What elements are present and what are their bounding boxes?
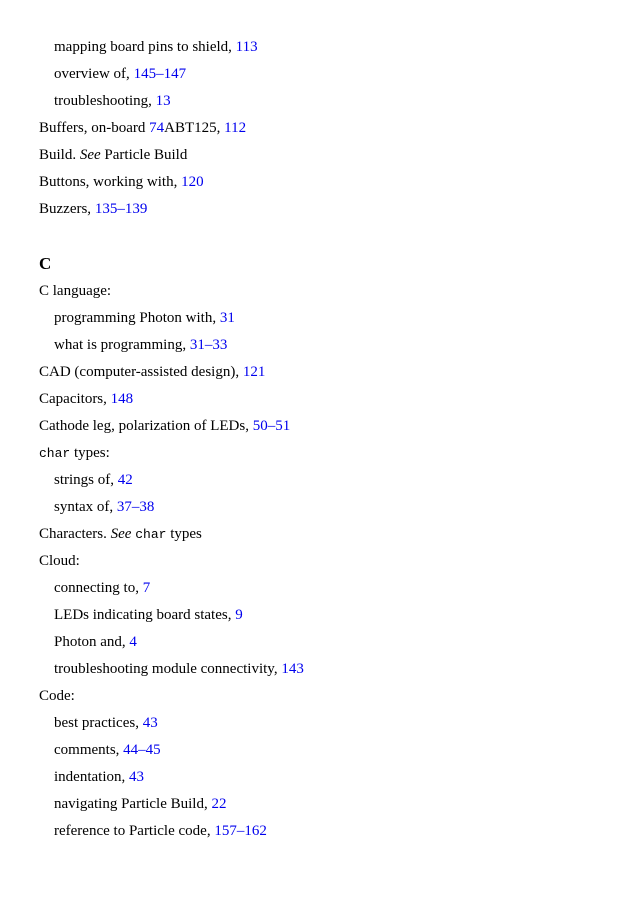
index-subentry [39,602,619,629]
index-entry [39,413,619,440]
entry-text: programming Photon with, [54,310,220,326]
entry-text: types: [70,445,110,461]
index-subentry [39,305,619,332]
page-number-link[interactable]: 112 [224,120,247,136]
page-number-link[interactable]: 7 [142,580,151,596]
entry-text: Capacitors, [39,391,111,407]
entry-text: Characters. [39,526,111,542]
page-number-link[interactable]: 13 [155,93,171,109]
entry-text: overview of, [54,66,134,82]
page-number-link[interactable]: 113 [235,39,258,55]
index-entry [39,521,619,548]
index-subentry [39,710,619,737]
entry-text: syntax of, [54,499,117,515]
index-entry [39,548,619,575]
page-number-link[interactable]: 4 [129,634,137,650]
index-entry [39,683,619,710]
page-number-link[interactable]: 157–162 [214,823,267,839]
page-number-link[interactable]: 145–147 [133,66,187,82]
index-subentry [39,467,619,494]
entry-text: Buttons, working with, [39,174,182,190]
page-number-link[interactable]: 37–38 [116,499,155,515]
index-entry [39,196,619,223]
entry-text: Build. [39,147,80,163]
entry-text: Particle Build [100,147,188,163]
entry-text: comments, [54,742,124,758]
entry-text: indentation, [54,769,129,785]
page-number-link[interactable]: 43 [142,715,158,731]
entry-text: connecting to, [54,580,143,596]
entry-text: Buzzers, [39,201,95,217]
entry-text: navigating Particle Build, [54,796,212,812]
index-subentry [39,791,619,818]
page-number-link[interactable]: 143 [281,661,304,677]
index-entry [39,359,619,386]
entry-text: Cathode leg, polarization of LEDs, [39,418,253,434]
index-subentry [39,737,619,764]
entry-text: LEDs indicating board states, [54,607,236,623]
index-subentry [39,34,619,61]
page-number-link[interactable]: 9 [235,607,243,623]
page-number-link[interactable]: 43 [129,769,144,785]
section-letter-heading [39,250,619,278]
entry-text: types [166,526,202,542]
entry-text: C [39,254,52,273]
see-reference: See [79,147,101,163]
page-number-link[interactable]: 148 [110,391,134,407]
index-subentry [39,656,619,683]
index-entry [39,169,619,196]
index-subentry [39,629,619,656]
entry-text: Cloud: [39,553,80,569]
page-number-link[interactable]: 42 [117,472,133,488]
entry-text: reference to Particle code, [54,823,215,839]
see-reference: See [110,526,132,542]
index-subentry [39,818,619,845]
page-number-link[interactable]: 31 [219,310,235,326]
index-entry [39,278,619,305]
index-entry [39,115,619,142]
entry-text: ABT125, [164,120,225,136]
index-entry [39,440,619,467]
entry-text: what is programming, [54,337,190,353]
entry-text: Code: [39,688,75,704]
entry-text: C language: [39,283,112,299]
index-entry [39,142,619,169]
entry-text: Photon and, [54,634,130,650]
page-number-link[interactable]: 74 [149,120,165,136]
page-number-link[interactable]: 31–33 [189,337,228,353]
index-subentry [39,764,619,791]
index-subentry [39,88,619,115]
page-number-link[interactable]: 135–139 [94,201,148,217]
entry-text: best practices, [54,715,143,731]
index-subentry [39,332,619,359]
book-index [39,34,619,845]
page-number-link[interactable]: 120 [181,174,204,190]
entry-text: troubleshooting module connectivity, [54,661,282,677]
index-subentry [39,575,619,602]
code-term: char [39,446,71,461]
entry-text: mapping board pins to shield, [54,39,236,55]
index-subentry [39,61,619,88]
page-number-link[interactable]: 44–45 [123,742,161,758]
entry-text: CAD (computer-assisted design), [39,364,243,380]
page-number-link[interactable]: 50–51 [252,418,291,434]
code-term: char [135,527,167,542]
index-subentry [39,494,619,521]
page-number-link[interactable]: 22 [211,796,227,812]
entry-text: troubleshooting, [54,93,156,109]
entry-text: strings of, [54,472,118,488]
entry-text: Buffers, on-board [39,120,150,136]
index-entry [39,386,619,413]
page-number-link[interactable]: 121 [242,364,266,380]
